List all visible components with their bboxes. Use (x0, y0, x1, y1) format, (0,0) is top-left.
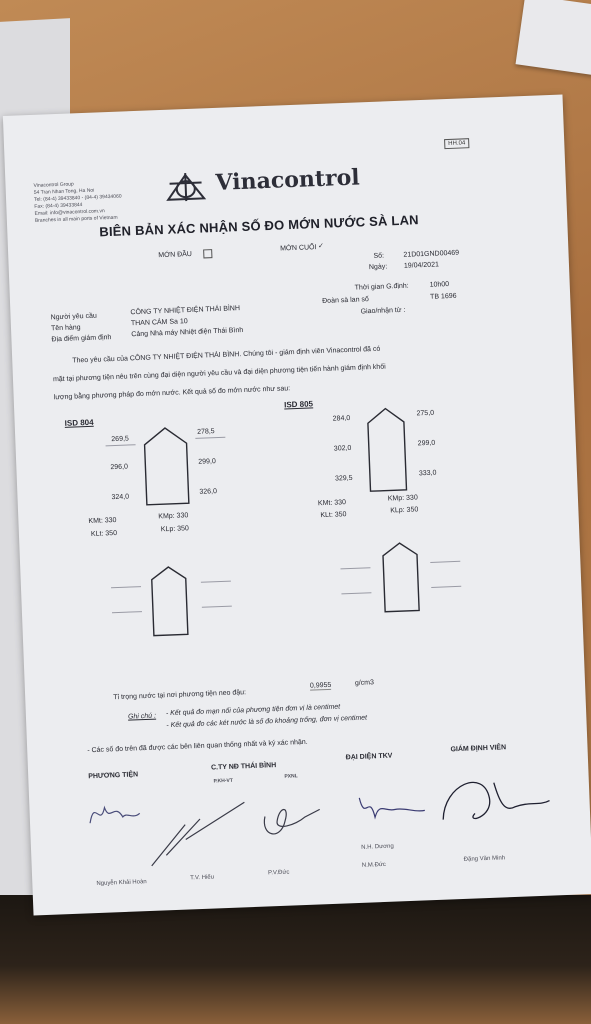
draft-left-value: 302,0 (333, 444, 352, 453)
draft-right-value: 299,0 (417, 439, 436, 448)
company-line: Branches in all main ports of Vietnam (34, 214, 118, 224)
mon-dau-label: MỚN ĐẦU (158, 250, 193, 260)
tank-outline-icon (379, 540, 422, 613)
vinacontrol-logo-icon (163, 170, 208, 204)
signature-image (84, 791, 145, 833)
note-line: - Kết quả đo các két nước là số đo khoảng trống, đơn vị centimet (166, 714, 368, 730)
density-unit: g/cm3 (354, 679, 375, 687)
density-value: 0,9955 (309, 681, 332, 690)
company-line: Vinacontrol Group (33, 181, 74, 189)
giaonhan-label: Giao/nhận từ : (360, 306, 406, 316)
klt-value: KLt: 350 (320, 511, 347, 520)
signer-name: P.V.Đức (268, 869, 290, 877)
body-line: lượng bằng phương pháp đo mớn nước. Kết quả số đo mớn nước như sau: (53, 385, 291, 402)
doan-salan-value: TB 1696 (429, 292, 457, 301)
company-line: Tel: (84-4) 39433840 - (84-4) 39434060 (33, 193, 122, 203)
signer-name: Nguyễn Khải Hoàn (96, 879, 147, 888)
barge-outline-icon (364, 406, 409, 494)
notes-label: Ghi chú : (127, 712, 157, 721)
kmt-value: KMt: 330 (88, 516, 117, 526)
sig-header-pkhvt: P.KH-VT (213, 777, 234, 785)
barge-name: ISD 804 (64, 417, 94, 428)
sig-header-cty: C.TY NĐ THÁI BÌNH (210, 762, 277, 772)
desk-shadow (0, 895, 591, 1024)
klp-value: KLp: 350 (390, 506, 419, 515)
ten-hang-label: Tên hàng (50, 324, 81, 333)
draft-right-value: 333,0 (418, 469, 437, 478)
paper-stack-corner (516, 0, 591, 75)
draft-right-value: 326,0 (199, 488, 218, 496)
kmp-value: KMp: 330 (158, 512, 189, 521)
signature-image (254, 794, 326, 847)
nguoi-yeu-cau-value: CÔNG TY NHIỆT ĐIỆN THÁI BÌNH (130, 305, 241, 317)
ngay-value: 19/04/2021 (403, 261, 440, 270)
company-line: Email: info@vinacontrol.com.vn (34, 208, 105, 217)
barge-outline-icon (140, 425, 193, 507)
company-line: 54 Tran Nhan Tong, Ha Noi (33, 187, 95, 196)
draft-right-value: 275,0 (416, 409, 435, 418)
density-label: Tỉ trọng nước tại nơi phương tiện neo đậu: (113, 689, 247, 702)
ngay-label: Ngày: (368, 263, 388, 272)
mon-cuoi-label: MỚN CUỐI (280, 244, 317, 253)
draft-right-value: 299,0 (198, 458, 216, 466)
signer-name: N.H. Dương (361, 843, 394, 851)
sig-header-phuong-tien: PHƯƠNG TIỆN (88, 771, 139, 781)
thoigian-label: Thời gian G.định: (354, 282, 409, 292)
body-line: mặt tại phương tiện nêu trên cùng đại diện người yêu cầu và đại diện phương tiện tiến hành giám định khối (52, 363, 386, 384)
draft-left-value: 269,5 (111, 435, 130, 444)
so-label: Số: (373, 252, 385, 260)
sig-header-gdv: GIÁM ĐỊNH VIÊN (450, 744, 507, 754)
draft-left-value: 296,0 (110, 463, 129, 472)
signer-name: T.V. Hiếu (190, 874, 215, 882)
tank-outline-icon (148, 564, 191, 637)
company-line: Fax: (84-4) 39433844 (34, 202, 83, 210)
so-value: 21D01GND00469 (403, 249, 460, 259)
nguoi-yeu-cau-label: Người yêu cầu (50, 312, 97, 322)
draft-left-value: 284,0 (332, 414, 351, 423)
mon-dau-checkbox (203, 249, 212, 258)
document-title: BIÊN BẢN XÁC NHẬN SỐ ĐO MỚN NƯỚC SÀ LAN (99, 212, 419, 240)
thoigian-value: 10h00 (429, 281, 450, 289)
check-mark-icon: ✓ (317, 242, 325, 251)
document-sheet (3, 95, 591, 916)
logo-wordmark: Vinacontrol (215, 164, 361, 196)
draft-left-value: 329,5 (334, 474, 353, 483)
kmp-value: KMp: 330 (387, 494, 418, 503)
sig-header-pxnl: PXNL (284, 773, 298, 780)
barge-name: ISD 805 (283, 399, 314, 410)
doan-salan-label: Đoàn sà lan số (322, 296, 370, 305)
body-line: Theo yêu cầu của CÔNG TY NHIỆT ĐIỆN THÁI BÌNH. Chúng tôi - giám định viên Vinacontrol đã có (72, 345, 381, 365)
klt-value: KLt: 350 (90, 529, 118, 538)
ten-hang-value: THAN CÁM Sa 10 (130, 318, 188, 328)
signature-image (349, 780, 431, 833)
kmt-value: KMt: 330 (317, 499, 347, 508)
signature-image (144, 797, 257, 871)
draft-left-value: 324,0 (111, 493, 130, 502)
dia-diem-label: Địa điểm giám định (51, 334, 112, 344)
note-line: - Kết quả đo mạn nổi của phương tiện đơn vị là centimet (165, 703, 341, 718)
klp-value: KLp: 350 (160, 525, 189, 534)
agreement-line: - Các số đo trên đã được các bên liên quan thống nhất và ký xác nhận. (87, 738, 308, 755)
form-code-box: HH.04 (444, 138, 469, 149)
signer-name: Đặng Văn Minh (463, 855, 506, 863)
dia-diem-value: Cảng Nhà máy Nhiệt điện Thái Bình (131, 326, 244, 339)
signature-image (433, 760, 556, 835)
sig-header-dai-dien: ĐẠI DIỆN TKV (345, 752, 393, 762)
draft-right-value: 278,5 (197, 428, 215, 436)
signer-name: N.M.Đức (361, 861, 387, 869)
